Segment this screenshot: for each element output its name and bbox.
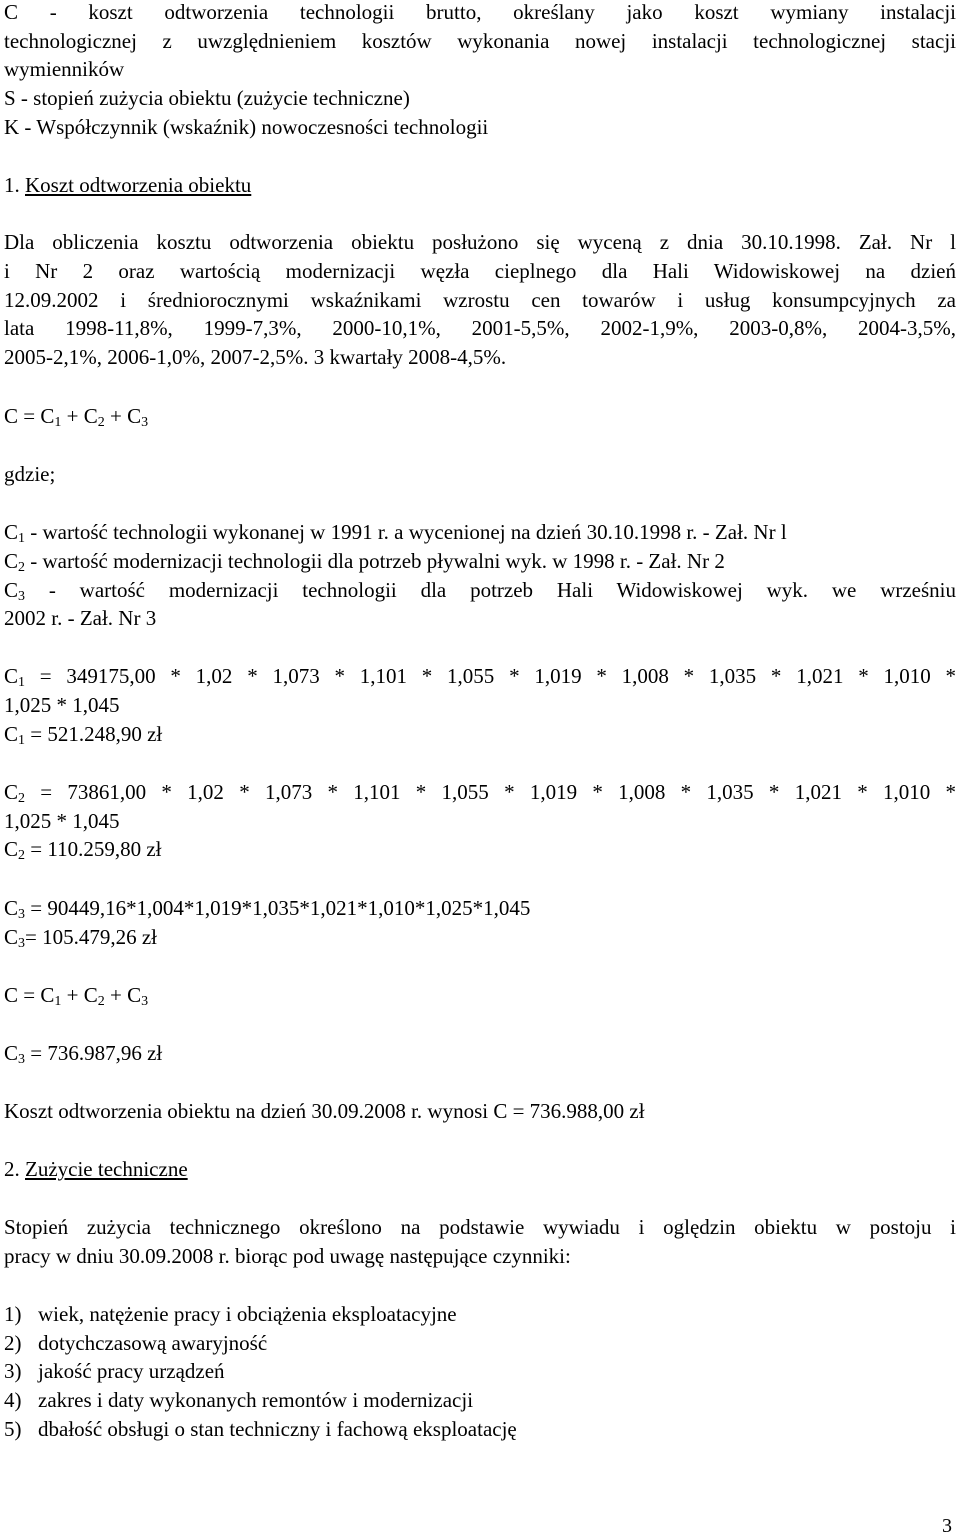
c-definition-line-1: C - koszt odtworzenia technologii brutto, określany jako koszt wymiany instalacji — [4, 0, 956, 24]
def-c3-line-2: 2002 r. - Zał. Nr 3 — [4, 606, 157, 630]
def-c2: $C_2$ - wartość modernizacji technologii dla potrzeb pływalni wyk. w 1998 r. - Zał. Nr 2 — [4, 549, 725, 575]
section-1-para-line-1: Dla obliczenia kosztu odtworzenia obiektu posłużono się wyceną z dnia 30.10.1998. Zał. Nr l — [4, 230, 956, 254]
section-2-para-line-2: pracy w dniu 30.09.2008 r. biorąc pod uwagę następujące czynniki: — [4, 1244, 571, 1268]
section-1-number: 1. — [4, 173, 20, 197]
section-1-para-line-5: 2005-2,1%, 2006-1,0%, 2007-2,5%. 3 kwartały 2008-4,5%. — [4, 345, 507, 369]
section-2-number: 2. — [4, 1157, 20, 1181]
formula-c-sum: $C = C_1 + C_2 + C_3$ — [4, 404, 149, 430]
c-definition-line-2: technologicznej z uwzględnieniem kosztów wykonania nowej instalacji technologicznej stacji — [4, 29, 956, 53]
section-2-title: Zużycie techniczne — [25, 1157, 188, 1181]
list-item: 5) dbałość obsługi o stan techniczny i fachową eksploatację — [4, 1417, 517, 1441]
calc-c2-result: $C_2 = 110.259,80$ zł — [4, 837, 162, 863]
section-1-title: Koszt odtworzenia obiektu — [25, 173, 252, 197]
s-definition: S - stopień zużycia obiektu (zużycie techniczne) — [4, 86, 410, 110]
calc-c1-line-1: $C_1 = 349175,00 * 1,02 * 1,073 * 1,101 * 1,055 * 1,019 * 1,008 * 1,035 * 1,021 * 1,010$ * — [4, 664, 956, 690]
section-2-heading — [4, 1157, 188, 1181]
page-number: 3 — [942, 1515, 952, 1537]
section-1-para-line-3: 12.09.2002 i średniorocznymi wskaźnikami wzrostu cen towarów i usług konsumpcyjnych za — [4, 288, 956, 312]
gdzie-label: gdzie; — [4, 462, 56, 486]
section-1-heading — [4, 173, 251, 197]
calc-c3-result: $C_3= 105.479,26$ zł — [4, 925, 158, 951]
total-result: $C_3 = 736.987,96$ zł — [4, 1041, 163, 1067]
formula-c-sum-repeat: $C = C_1 + C_2 + C_3$ — [4, 983, 149, 1009]
section-1-para-line-2: i Nr 2 oraz wartością modernizacji węzła cieplnego dla Hali Widowiskowej na dzień — [4, 259, 956, 283]
def-c3-line-1: $C_3$ - wartość modernizacji technologii dla potrzeb Hali Widowiskowej wyk. we wrześniu — [4, 578, 956, 604]
section-1-para-line-4: lata 1998-11,8%, 1999-7,3%, 2000-10,1%, 2001-5,5%, 2002-1,9%, 2003-0,8%, 2004-3,5%, — [4, 316, 956, 340]
k-definition: K - Współczynnik (wskaźnik) nowoczesności technologii — [4, 115, 489, 139]
calc-c1-line-2: 1,025 * 1,045 — [4, 693, 120, 717]
list-item: 2) dotychczasową awaryjność — [4, 1331, 268, 1355]
list-item: 3) jakość pracy urządzeń — [4, 1359, 225, 1383]
calc-c1-result: $C_1 = 521.248,90$ zł — [4, 722, 163, 748]
cost-summary: Koszt odtworzenia obiektu na dzień 30.09.2008 r. wynosi C = 736.988,00 zł — [4, 1099, 645, 1123]
calc-c2-line-1: $C_2 = 73861,00 * 1,02 * 1,073 * 1,101 * 1,055 * 1,019 * 1,008 * 1,035 * 1,021 * 1,010$ * — [4, 780, 956, 806]
list-item: 4) zakres i daty wykonanych remontów i modernizacji — [4, 1388, 474, 1412]
calc-c3-line-1: $C_3 = 90449,16*1,004*1,019*1,035*1,021*1,010*1,025*1,045$ — [4, 896, 531, 922]
section-2-para-line-1: Stopień zużycia technicznego określono na podstawie wywiadu i oględzin obiektu w postoju i — [4, 1215, 956, 1239]
list-item: 1) wiek, natężenie pracy i obciążenia eksploatacyjne — [4, 1302, 457, 1326]
c-definition-line-3: wymienników — [4, 57, 125, 81]
calc-c2-line-2: 1,025 * 1,045 — [4, 809, 120, 833]
def-c1: $C_1$ - wartość technologii wykonanej w 1991 r. a wycenionej na dzień 30.10.1998 r. - Zał. Nr l — [4, 520, 787, 546]
